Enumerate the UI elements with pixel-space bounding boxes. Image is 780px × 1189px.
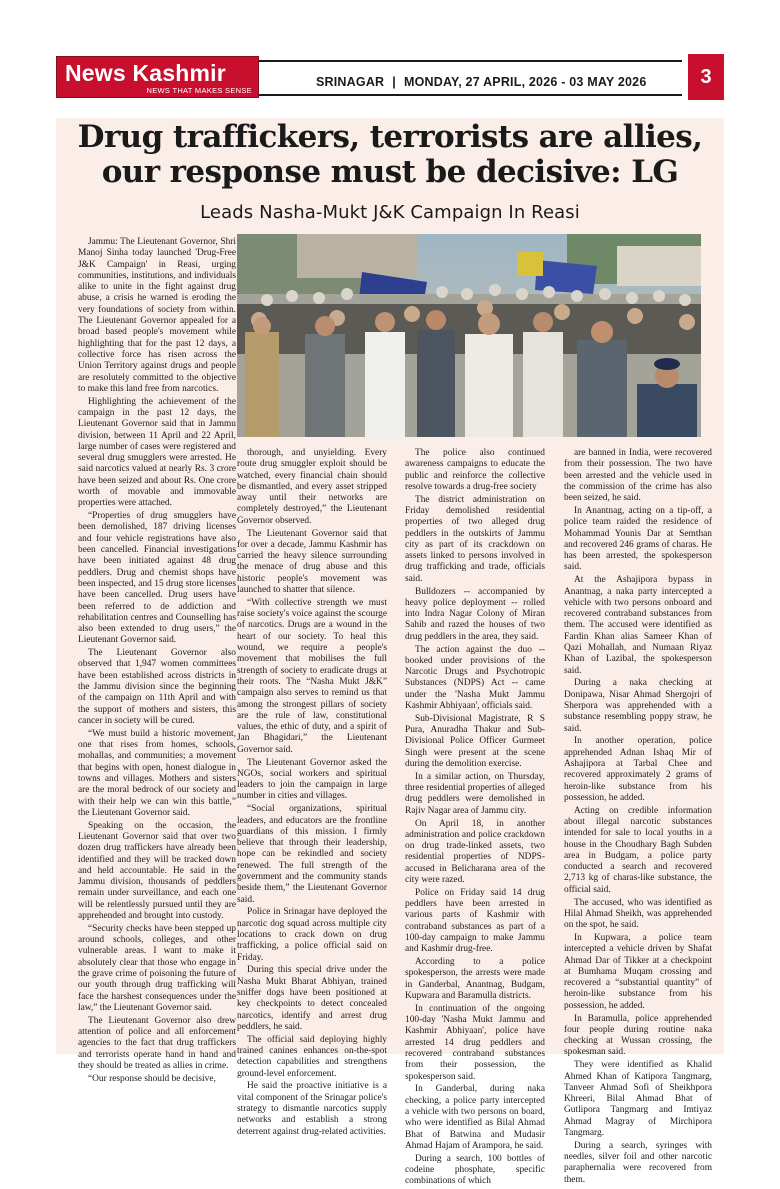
- article: [56, 118, 724, 1187]
- article-paragraph: “Properties of drug smugglers have been demolished, 187 driving licenses and four vehicle registrations have also been cancelled. Financial investigations have been initiated against 48 drug peddlers. Drug and chemist shops have been inspected, and 15 drug store licenses have been cancelled. Drug users have been referred to de addiction and rehabilitation centres and Counselling has also been extended to drug users,” the Lieutenant Governor said.: [78, 511, 236, 646]
- article-paragraph: In Ganderbal, during naka checking, a police party intercepted a vehicle with two persons on board, who were identified as Bilal Ahmad Bhat of Batwina and Mudasir Ahmad Hajam of Arampora, he said.: [405, 1084, 545, 1151]
- article-paragraph: The official said deploying highly trained canines enhances on-the-spot detection capabilities and strengthens ground-level enforcement.: [237, 1034, 387, 1079]
- article-paragraph: On April 18, in another administration and police crackdown on drug trade-linked assets, two residential properties of NDPS-accused in Belicharana area of the city were razed.: [405, 818, 545, 885]
- article-paragraph: In continuation of the ongoing 100-day 'Nasha Mukt Jammu and Kashmir Abhiyaan', police have arrested 14 drug peddlers and recovered contraband substances from their possession, the spokesperson said.: [405, 1003, 545, 1082]
- article-paragraph: The action against the duo -- booked under provisions of the Narcotic Drugs and Psychotropic Substances (NDPS) Act -- came under the 'Nasha Mukt Jammu Kashmir Abhiyaan', officials said.: [405, 644, 545, 712]
- article-paragraph: “Security checks have been stepped up around schools, colleges, and other vulnerable areas. I want to make it absolutely clear that those who engage in the grave crime of poisoning the future of our youth through drug trafficking will face the harshest consequences under the law,” the Lieutenant Governor said.: [78, 923, 236, 1013]
- article-column-3: [405, 448, 545, 1189]
- dateline-dates: MONDAY, 27 APRIL, 2026 - 03 MAY 2026: [403, 75, 647, 89]
- rally-photo: [237, 234, 701, 437]
- article-paragraph: During a search, 100 bottles of codeine phosphate, specific combinations of which: [405, 1153, 545, 1187]
- article-paragraph: During this special drive under the Nasha Mukt Bharat Abhiyan, trained sniffer dogs have been positioned at key checkpoints to detect concealed narcotics, identify and arrest drug peddlers, he said.: [237, 965, 387, 1032]
- article-paragraph: The Lieutenant Governor also observed that 1,947 women committees have been established across districts in the Jammu division since the beginning of the campaign on 11th April and with the support of mothers and sisters, this cancer in society will be cured.: [78, 648, 236, 726]
- article-paragraph: At the Ashajipora bypass in Anantnag, a naka party intercepted a vehicle with two persons onboard and recovered contraband substances from them. The accused were identified as Fardin Khan alias Sameer Khan of Qazi Mohallah, and Numaan Riyaz Khan of Lazibal, the spokesperson said.: [564, 575, 712, 676]
- article-paragraph: During a search, syringes with needles, silver foil and other narcotic paraphernalia were recovered from them.: [564, 1140, 712, 1185]
- article-paragraph: Jammu: The Lieutenant Governor, Shri Manoj Sinha today launched 'Drug-Free J&K Campaign' in Reasi, urging communities, institutions, and individuals alike to unite in the fight against drug abuse, a crisis he warned is eroding the very foundations of society from within. The Lieutenant Governor appealed for a broad based people's movement while highlighting that for the past 12 days, a collective force has risen across the Union Territory against drugs and people are resolutely committed to the objective to make this land free from narcotics.: [78, 237, 236, 394]
- masthead-bottom-rule: [259, 94, 682, 96]
- article-paragraph: Sub-Divisional Magistrate, R S Pura, Anuradha Thakur and Sub-Divisional Police Officer Gurmeet Singh were present at the scene during the demolition exercise.: [405, 713, 545, 770]
- article-column-2: [237, 448, 387, 1139]
- article-paragraph: Acting on credible information about illegal narcotic substances intended for sale to local youths in a house in the Choudhary Bagh Subden area in Budgam, a police party conducted a search and recovered 2,713 kg of charas-like substance, the official said.: [564, 805, 712, 895]
- article-paragraph: “With collective strength we must raise society's voice against the scourge of narcotics. Drugs are a wound in the heart of our society. To heal this wound, we require a people's movement that mobilises the full strength of society to eradicate drugs at their roots. The “Nasha Mukt J&K” campaign also serves to remind us that among the strongest pillars of society are the rule of law, constitutional values, the ethic of duty, and a spirit of Jan Bhagidari,” the Lieutenant Governor said.: [237, 597, 387, 755]
- article-paragraph: They were identified as Khalid Ahmed Khan of Katipora Tangmarg, Tanveer Ahmad Sofi of Sheikhpora Khreeri, Bilal Ahmad Bhat of Gutlipora Tangmarg and Imtiyaz Ahmad Magray of Mirchipora Tangmarg.: [564, 1060, 712, 1139]
- article-paragraph: thorough, and unyielding. Every route drug smuggler exploit should be watched, every financial chain should be dismantled, and every asset stripped away until their networks are completely destroyed,” the Lieutenant Governor observed.: [237, 448, 387, 526]
- article-column-4: [564, 448, 712, 1188]
- article-paragraph: During a naka checking at Donipawa, Nisar Ahmad Shergojri of Sherpora was apprehended with a substance resembling poppy straw, he said.: [564, 678, 712, 734]
- article-paragraph: “We must build a historic movement, one that rises from homes, schools, mohallas, and communities; a movement that begins with open, honest dialogue in towns and villages. Mothers and sisters are the moral bedrock of our society and with their help we can win this battle,” the Lieutenant Governor said.: [78, 728, 236, 818]
- page-number: 3: [688, 54, 724, 100]
- article-paragraph: The district administration on Friday demolished residential properties of two alleged drug peddlers in the outskirts of Jammu city as part of its crackdown on assets linked to persons involved in drug trafficking and trade, officials said.: [405, 494, 545, 584]
- article-paragraph: Bulldozers -- accompanied by heavy police deployment -- rolled into Indra Nagar Colony of Miran Sahib and razed the houses of two drug peddlers in the area, they said.: [405, 586, 545, 642]
- brand-tagline: NEWS THAT MAKES SENSE: [146, 86, 252, 95]
- article-paragraph: According to a police spokesperson, the arrests were made in Ganderbal, Anantnag, Budgam, Kupwara and Baramulla districts.: [405, 957, 545, 1001]
- article-paragraph: The Lieutenant Governor said that for over a decade, Jammu Kashmir has carried the heavy silence surrounding the menace of drug abuse and this historic people's movement was launched to shatter that silence.: [237, 528, 387, 596]
- subhead: Leads Nasha-Mukt J&K Campaign In Reasi: [200, 202, 580, 223]
- headline: Drug traffickers, terrorists are allies, our response must be decisive: LG: [77, 119, 703, 190]
- masthead-top-rule: [259, 60, 682, 62]
- article-paragraph: Police in Srinagar have deployed the narcotic dog squad across multiple city locations to crack down on drug trafficking, a police official said on Friday.: [237, 907, 387, 963]
- article-paragraph: In another operation, police apprehended Adnan Ishaq Mir of Ashajipora at Tarbal Chee and recovered approximately 2 grams of heroin-like substance from his possession, he added.: [564, 736, 712, 803]
- article-paragraph: Highlighting the achievement of the campaign in the past 12 days, the Lieutenant Governor said that in Jammu division, between 11 April and 22 April, large number of cases were registered and several drug smugglers were arrested. He said narcotics valued at nearly Rs. 3 crore have been seized and about Rs. One crore worth of movable and immovable properties were attached.: [78, 396, 236, 509]
- article-paragraph: “Social organizations, spiritual leaders, and educators are the frontline guardians of this mission. I firmly believe that through their leadership, hope can be rekindled and society renewed. The full strength of the government and the community stands beside them,” the Lieutenant Governor said.: [237, 804, 387, 905]
- brand-name: News Kashmir: [65, 60, 226, 86]
- article-paragraph: In Baramulla, police apprehended four people during routine naka checking at Wussan crossing, the spokesman said.: [564, 1013, 712, 1058]
- article-paragraph: The accused, who was identified as Hilal Ahmad Sheikh, was apprehended on the spot, he said.: [564, 897, 712, 931]
- rally-photo-illustration: [237, 234, 701, 437]
- article-paragraph: In a similar action, on Thursday, three residential properties of alleged drug peddlers were demolished in Rajiv Nagar area of Jammu city.: [405, 771, 545, 816]
- article-paragraph: The police also continued awareness campaigns to educate the public and reinforce the collective resolve towards a drug-free society: [405, 448, 545, 492]
- article-paragraph: “Our response should be decisive,: [88, 1073, 216, 1084]
- masthead: [56, 54, 724, 100]
- article-paragraph: Police on Friday said 14 drug peddlers have been arrested in various parts of Kashmir with contraband substances as part of a 100-day campaign to make Jammu and Kashmir drug-free.: [405, 887, 545, 955]
- article-paragraph: In Kupwara, a police team intercepted a vehicle driven by Shafat Ahmad Dar of Tikker at a checkpoint at Bumhama Muqam crossing and recovered a “substantial quantity” of heroin-like substance from his possession, he added.: [564, 932, 712, 1011]
- dateline-separator: |: [392, 75, 396, 89]
- article-paragraph: are banned in India, were recovered from their possession. The two have been arrested and the vehicle used in the commission of the crime has also been seized, he said.: [564, 448, 712, 504]
- article-paragraph: The Lieutenant Governor asked the NGOs, social workers and spiritual leaders to join the campaign in large number in cities and villages.: [237, 757, 387, 802]
- article-column-1: [78, 237, 236, 1086]
- dateline: [316, 75, 647, 89]
- news-kashmir-logo: [56, 56, 259, 98]
- article-paragraph: In Anantnag, acting on a tip-off, a police team raided the residence of Mohammad Younis Dar at Semthan and recovered 246 grams of charas. He has been arrested, the spokesperson said.: [564, 505, 712, 573]
- article-paragraph: Speaking on the occasion, the Lieutenant Governor said that over two dozen drug traffickers have already been identified and they will be tracked down and held accountable. He said in the Jammu division, thousands of peddlers remain under surveillance, and each one will be relentlessly pursued until they are apprehended and brought into custody.: [78, 820, 236, 922]
- article-paragraph: He said the proactive initiative is a vital component of the Srinagar police's strategy to dismantle narcotics supply networks and establish a strong deterrent against drug-related activities.: [237, 1081, 387, 1137]
- article-paragraph: The Lieutenant Governor also drew attention of police and all enforcement agencies to the fact that drug traffickers and terrorists operate hand in hand and they should be treated as allies in crime.: [78, 1015, 236, 1071]
- dateline-city: SRINAGAR: [316, 75, 385, 89]
